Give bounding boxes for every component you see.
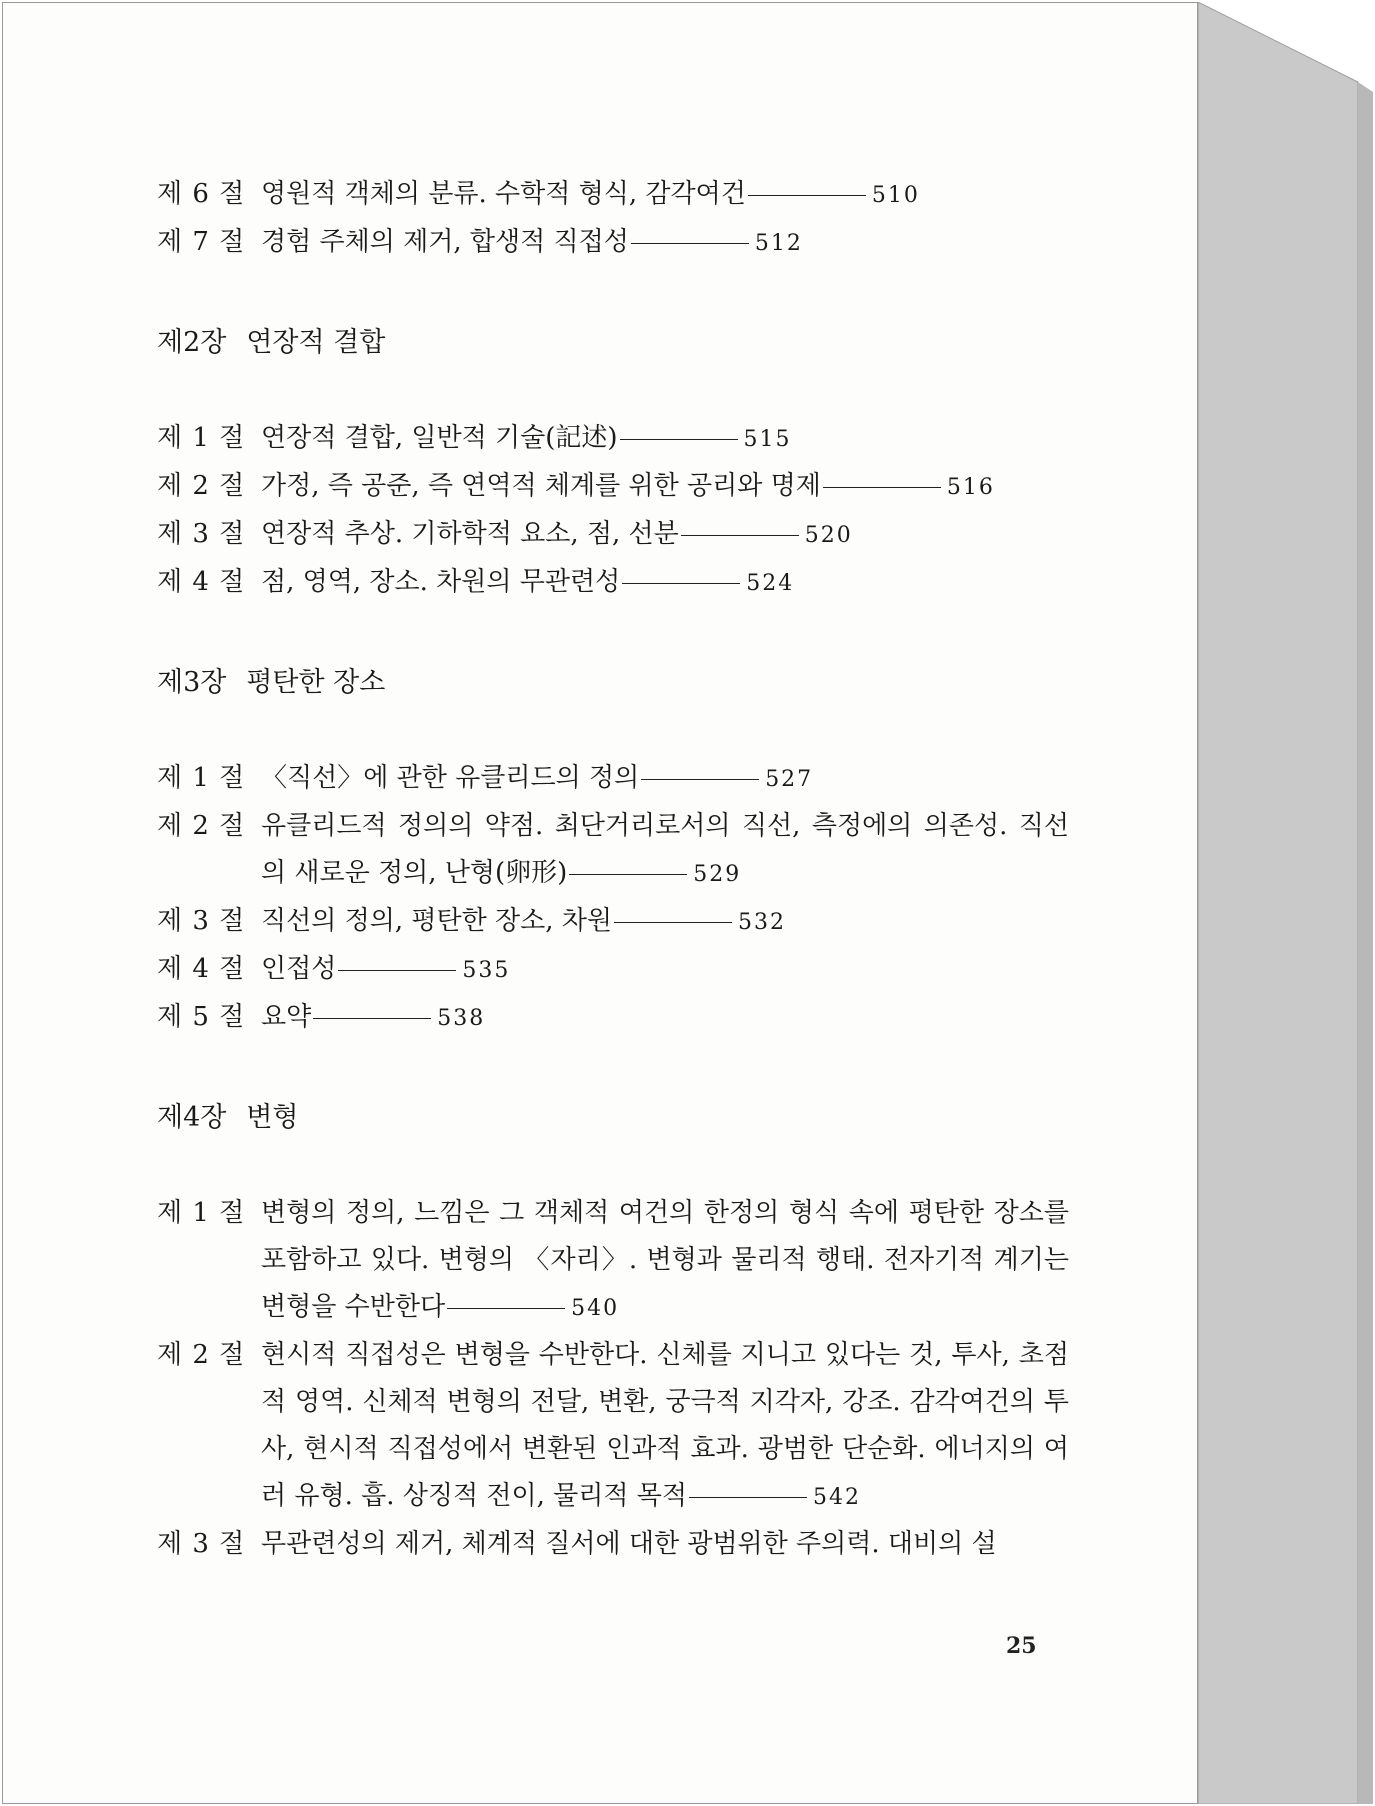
page-ref: 520 [804,523,853,548]
section-title: 점, 영역, 장소. 차원의 무관련성 [261,567,621,597]
toc-entry [157,994,1069,1042]
page-ref: 535 [462,958,511,983]
page-number: 25 [1006,1633,1037,1659]
section-number: 제 4 절 [157,954,246,984]
section-number: 제 1 절 [157,763,246,793]
section-title: 유클리드적 정의의 약점. 최단거리로서의 직선, 측정에의 의존성. 직선의 새로운 정의, 난형(卵形) [261,811,1069,888]
page-ref: 542 [813,1485,862,1510]
section-title: 변형의 정의, 느낌은 그 객체적 여건의 한정의 형식 속에 평탄한 장소를 포함하고 있다. 변형의 〈자리〉. 변형과 물리적 행태. 전자기적 계기는 변형을 수반한다 [261,1198,1069,1322]
section-number: 제 6 절 [157,179,246,209]
section-number: 제 5 절 [157,1002,246,1032]
chapter-title: 변형 [246,1102,299,1133]
leader-line [447,1308,565,1309]
leader-line [689,1497,807,1498]
toc-entry [157,219,1069,267]
chapter-heading [157,325,1069,361]
section-number: 제 3 절 [157,1529,246,1559]
toc-entry [157,511,1069,559]
section-title: 직선의 정의, 평탄한 장소, 차원 [261,906,612,936]
chapter-title: 연장적 결합 [246,327,386,358]
toc-entry [157,1190,1069,1332]
table-of-contents [157,171,1069,1568]
chapter-number: 제4장 [157,1102,227,1133]
page-ref: 532 [737,910,786,935]
page-ref: 515 [743,427,792,452]
leader-line [631,243,749,244]
leader-line [313,1018,431,1019]
section-number: 제 2 절 [157,811,246,841]
leader-line [622,583,740,584]
page-ref: 527 [765,767,814,792]
leader-line [620,439,738,440]
toc-entry [157,1332,1069,1521]
section-number: 제 3 절 [157,906,246,936]
page-ref: 538 [437,1006,486,1031]
page-ref: 510 [871,183,920,208]
section-title: 무관련성의 제거, 체계적 질서에 대한 광범위한 주의력. 대비의 설 [261,1529,997,1559]
leader-line [614,922,732,923]
section-title: 영원적 객체의 분류. 수학적 형식, 감각여건 [261,179,746,209]
section-number: 제 4 절 [157,567,246,597]
chapter-title: 평탄한 장소 [246,667,386,698]
chapter-heading [157,1100,1069,1136]
page-ref: 512 [754,231,803,256]
section-number: 제 7 절 [157,227,246,257]
leader-line [681,535,799,536]
leader-line [569,874,687,875]
section-title: 현시적 직접성은 변형을 수반한다. 신체를 지니고 있다는 것, 투사, 초점적 영역. 신체적 변형의 전달, 변환, 궁극적 지각자, 강조. 감각여건의 투사, 현시적 직접성에서 변환된 인과적 효과. 광범한 단순화. 에너지의 여러 유형. 흡. 상징적 전이, 물리적 목적 [261,1340,1069,1511]
leader-line [748,195,866,196]
page-ref: 529 [693,862,742,887]
page-ref: 540 [571,1296,620,1321]
toc-entry [157,1521,1069,1568]
section-title: 연장적 추상. 기하학적 요소, 점, 선분 [261,519,679,549]
section-title: 요약 [261,1002,312,1032]
section-title: 경험 주체의 제거, 합생적 직접성 [261,227,629,257]
toc-entry [157,946,1069,994]
book-edge-shadow [1198,2,1373,1804]
toc-entry [157,171,1069,219]
chapter-heading [157,665,1069,701]
section-title: 가정, 즉 공준, 즉 연역적 체계를 위한 공리와 명제 [261,471,821,501]
toc-entry [157,463,1069,511]
book-page [2,2,1198,1804]
leader-line [641,779,759,780]
toc-entry [157,803,1069,898]
page-ref: 524 [746,571,795,596]
section-number: 제 3 절 [157,519,246,549]
section-number: 제 1 절 [157,423,246,453]
page-ref: 516 [946,475,995,500]
leader-line [823,487,941,488]
section-number: 제 2 절 [157,471,246,501]
toc-entry [157,755,1069,803]
section-number: 제 2 절 [157,1340,246,1370]
section-title: 연장적 결합, 일반적 기술(記述) [261,423,618,453]
section-number: 제 1 절 [157,1198,246,1228]
chapter-number: 제2장 [157,327,227,358]
section-title: 인접성 [261,954,337,984]
leader-line [338,970,456,971]
toc-entry [157,898,1069,946]
toc-entry [157,559,1069,607]
chapter-number: 제3장 [157,667,227,698]
section-title: 〈직선〉에 관한 유클리드의 정의 [261,763,640,793]
toc-entry [157,415,1069,463]
